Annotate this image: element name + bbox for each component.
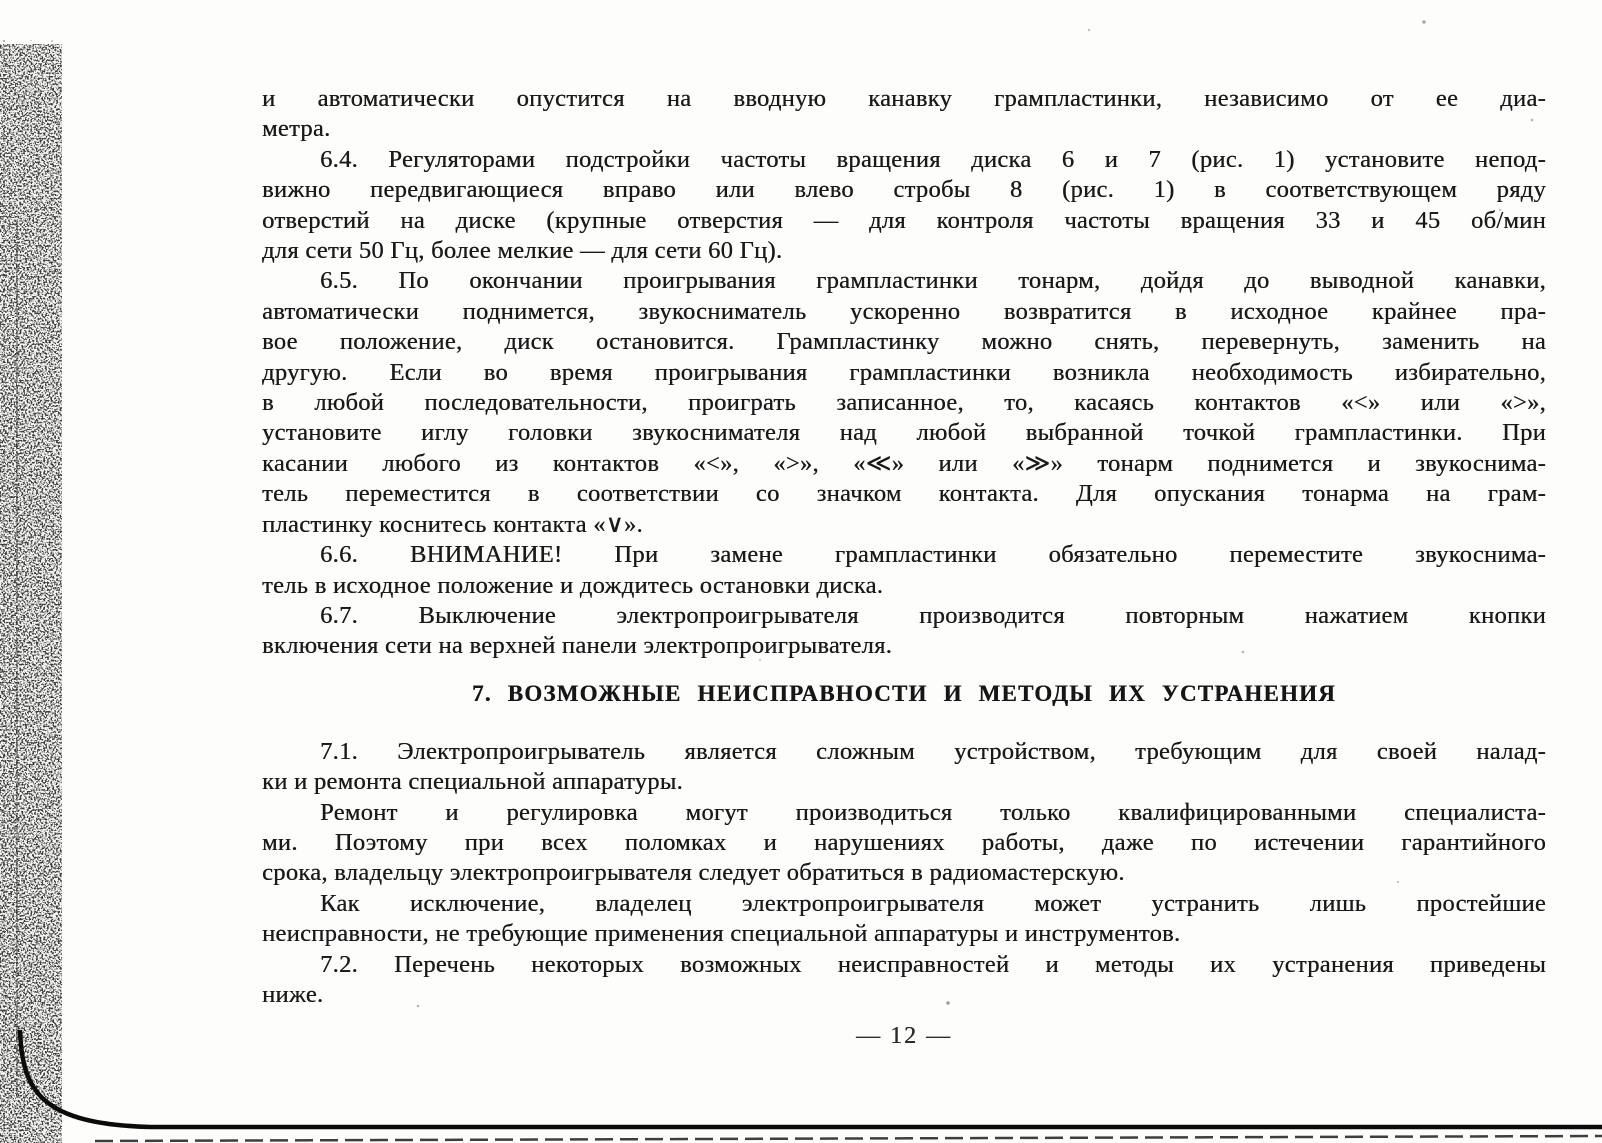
page-number: — 12 — (856, 1023, 952, 1050)
text-line: вое положение, диск остановится. Грампластинку можно снять, перевернуть, заменить на (262, 328, 1546, 356)
text-line: Как исключение, владелец электропроигрывателя может устранить лишь простейшие (320, 889, 1546, 917)
text-line: 6.6. ВНИМАНИЕ! При замене грампластинки обязательно переместите звукоснима- (320, 541, 1546, 569)
text-line: и автоматически опустится на вводную канавку грампластинки, независимо от ее диа- (262, 85, 1546, 112)
text-line: Ремонт и регулировка могут производиться только квалифицированными специалиста- (320, 798, 1546, 826)
text-line: ми. Поэтому при всех поломках и нарушениях работы, даже по истечении гарантийного (262, 828, 1546, 856)
text-line: касании любого из контактов «<», «>», «≪» или «≫» тонарм поднимется и звукоснима- (262, 449, 1546, 477)
text-line: автоматически поднимется, звукосниматель ускоренно возвратится в исходное крайнее пра- (262, 297, 1546, 325)
text-line: 6.7. Выключение электропроигрывателя производится повторным нажатием кнопки (320, 601, 1546, 629)
text-line: метра. (262, 115, 331, 143)
page-text-block (262, 84, 1546, 1051)
section-heading: 7. ВОЗМОЖНЫЕ НЕИСПРАВНОСТИ И МЕТОДЫ ИХ УСТРАНЕНИЯ (472, 680, 1336, 706)
body-text-bottom (262, 737, 1546, 1011)
text-line: установите иглу головки звукоснимателя над любой выбранной точкой грампластинки. При (262, 419, 1546, 447)
text-line: вижно передвигающиеся вправо или влево стробы 8 (рис. 1) в соответствующем ряду (262, 176, 1546, 204)
text-line: 7.1. Электропроигрыватель является сложным устройством, требующим для своей налад- (320, 737, 1546, 765)
text-line: для сети 50 Гц, более мелкие — для сети 60 Гц). (262, 237, 783, 265)
text-line: срока, владельцу электропроигрывателя следует обратиться в радиомастерскую. (262, 859, 1125, 887)
text-line: 6.5. По окончании проигрывания грампластинки тонарм, дойдя до выводной канавки, (320, 267, 1546, 295)
text-line: в любой последовательности, проиграть записанное, то, касаясь контактов «<» или «>», (262, 389, 1546, 417)
text-line: отверстий на диске (крупные отверстия — для контроля частоты вращения 33 и 45 об/мин (262, 206, 1546, 234)
text-line: ки и ремонта специальной аппаратуры. (262, 768, 683, 796)
text-line: пластинку коснитесь контакта «∨». (262, 510, 643, 538)
text-line: 6.4. Регуляторами подстройки частоты вращения диска 6 и 7 (рис. 1) установите непод- (320, 145, 1546, 173)
body-text-top (262, 84, 1546, 662)
text-line: 7.2. Перечень некоторых возможных неисправностей и методы их устранения приведены (320, 950, 1546, 978)
text-line: неисправности, не требующие применения специальной аппаратуры и инструментов. (262, 920, 1181, 948)
text-line: тель переместится в соответствии со значком контакта. Для опускания тонарма на грам- (262, 480, 1546, 508)
text-line: другую. Если во время проигрывания грампластинки возникла необходимость избирательно, (262, 358, 1546, 386)
text-line: ниже. (262, 980, 324, 1008)
text-line: включения сети на верхней панели электропроигрывателя. (262, 632, 893, 660)
binding-scan-noise (0, 40, 70, 1143)
text-line: тель в исходное положение и дождитесь остановки диска. (262, 571, 884, 599)
